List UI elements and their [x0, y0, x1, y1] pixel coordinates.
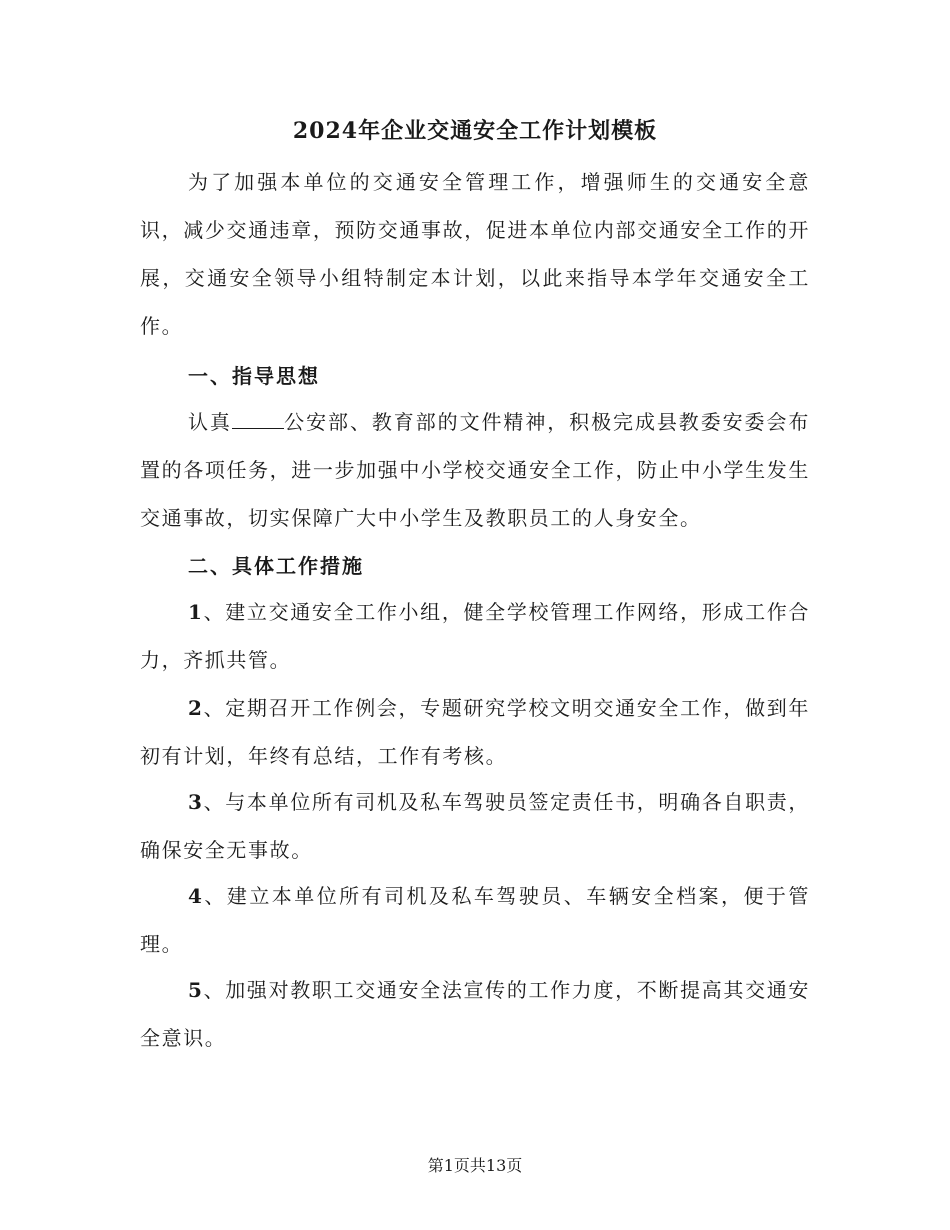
page-title: 2024年企业交通安全工作计划模板	[292, 118, 658, 144]
item-text: 、定期召开工作例会，专题研究学校文明交通安全工作，做到年初有计划，年终有总结，工作有考核。	[140, 696, 810, 768]
item-text: 、建立本单位所有司机及私车驾驶员、车辆安全档案，便于管理。	[140, 884, 810, 956]
page-footer: 第1页共13页	[427, 1156, 523, 1175]
item-number: 5	[188, 978, 204, 1002]
item-text: 、加强对教职工交通安全法宣传的工作力度，不断提高其交通安全意识。	[140, 978, 810, 1050]
item-text: 、建立交通安全工作小组，健全学校管理工作网络，形成工作合力，齐抓共管。	[140, 600, 810, 672]
item-number: 3	[188, 790, 204, 814]
section-heading-guiding: 一、指导思想	[188, 364, 320, 388]
measure-item-4	[140, 872, 810, 968]
measure-item-5	[140, 966, 810, 1062]
item-number: 4	[188, 884, 204, 908]
section1-text-before: 认真	[188, 410, 232, 434]
section1-paragraph	[140, 398, 810, 542]
measure-item-1	[140, 588, 810, 684]
section-heading-measures: 二、具体工作措施	[188, 554, 364, 578]
measure-item-3	[140, 778, 810, 874]
section1-text-after: 公安部、教育部的文件精神，积极完成县教委安委会布置的各项任务，进一步加强中小学校交通安全工作，防止中小学生发生交通事故，切实保障广大中小学生及教职员工的人身安全。	[140, 410, 811, 530]
item-text: 、与本单位所有司机及私车驾驶员签定责任书，明确各自职责，确保安全无事故。	[140, 790, 810, 862]
intro-paragraph: 为了加强本单位的交通安全管理工作，增强师生的交通安全意识，减少交通违章，预防交通事故，促进本单位内部交通安全工作的开展，交通安全领导小组特制定本计划，以此来指导本学年交通安全工作。	[140, 170, 810, 338]
measure-item-2	[140, 684, 810, 780]
item-number: 2	[188, 696, 204, 720]
item-number: 1	[188, 600, 204, 624]
fill-blank	[232, 410, 284, 429]
